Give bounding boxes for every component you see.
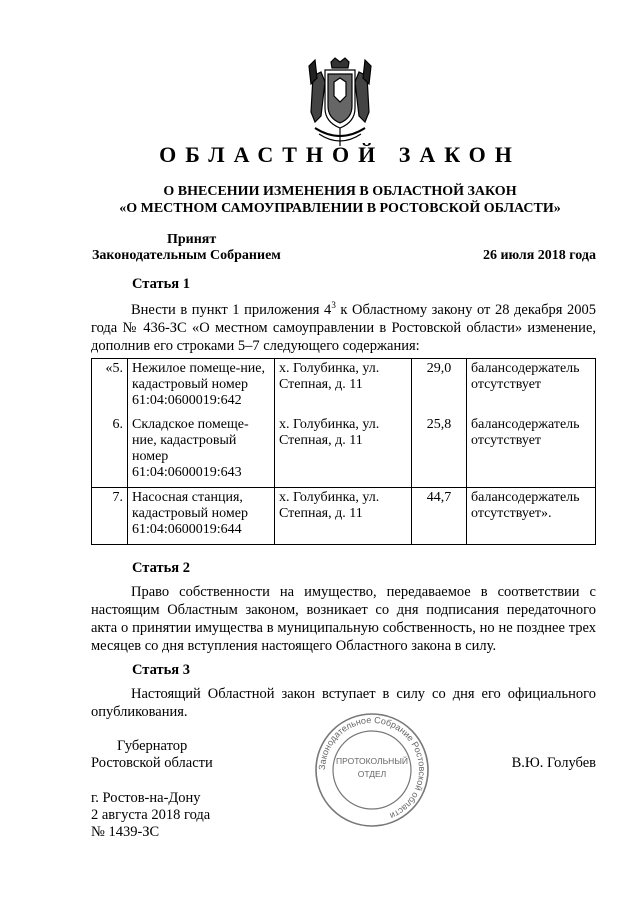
- official-stamp: [312, 710, 432, 830]
- stamp-outer-text: Законодательное Собрание Ростовской области: [316, 714, 428, 822]
- table-row: [92, 415, 596, 488]
- accepted-label: Принят: [167, 232, 217, 247]
- balance-holder: балансодержатель отсутствует: [467, 415, 596, 488]
- row-number: 7.: [92, 488, 128, 545]
- property-area: 44,7: [412, 488, 467, 545]
- property-address: х. Голубинка, ул. Степная, д. 11: [275, 488, 412, 545]
- signatory-position-line-1: Губернатор: [117, 738, 188, 754]
- city: г. Ростов-на-Дону: [91, 790, 201, 806]
- table-row: [92, 488, 596, 545]
- property-name: Нежилое помеще-ние, кадастровый номер 61:04:0600019:642: [128, 359, 275, 416]
- signatory-name: В.Ю. Голубев: [511, 755, 596, 771]
- property-address: х. Голубинка, ул. Степная, д. 11: [275, 359, 412, 416]
- signatory-position-line-2: Ростовской области: [91, 755, 213, 771]
- property-area: 25,8: [412, 415, 467, 488]
- property-name: Складское помеще-ние, кадастровый номер 61:04:0600019:643: [128, 415, 275, 488]
- signing-date: 2 августа 2018 года: [91, 807, 211, 823]
- balance-holder: балансодержатель отсутствует».: [467, 488, 596, 545]
- article-3-text: Настоящий Областной закон вступает в силу со дня его официального опубликования.: [91, 686, 596, 720]
- stamp-inner-line-2: ОТДЕЛ: [357, 769, 387, 779]
- stamp-inner-line-1: ПРОТОКОЛЬНЫЙ: [336, 756, 408, 766]
- law-title-line-2: «О МЕСТНОМ САМОУПРАВЛЕНИИ В РОСТОВСКОЙ ОБЛАСТИ»: [119, 201, 561, 216]
- article-2-text: Право собственности на имущество, передаваемое в соответствии с настоящим Областным законом, возникает со дня подписания передаточного акта о принятии имущества в муниципальную собственность, но не позднее трех месяцев со дня вступления настоящего Областного закона в силу.: [91, 584, 596, 654]
- row-number: 6.: [92, 415, 128, 488]
- article-1-text: Внести в пункт 1 приложения $4^3$ к Областному закону от 28 декабря 2005 года № 436-ЗС «О местном самоуправлении в Ростовской области» изменение, дополнив его строками 5–7 следующего содержания:: [91, 300, 596, 354]
- property-table: [91, 358, 596, 545]
- law-type-heading: ОБЛАСТНОЙ ЗАКОН: [159, 142, 521, 167]
- property-area: 29,0: [412, 359, 467, 416]
- property-address: х. Голубинка, ул. Степная, д. 11: [275, 415, 412, 488]
- law-number: № 1439-ЗС: [91, 824, 160, 840]
- row-number: «5.: [92, 359, 128, 416]
- article-3-heading: Статья 3: [132, 662, 190, 678]
- property-name: Насосная станция, кадастровый номер 61:04:0600019:644: [128, 488, 275, 545]
- adoption-date: 26 июля 2018 года: [482, 248, 596, 263]
- article-2-heading: Статья 2: [132, 560, 190, 576]
- table-row: [92, 359, 596, 416]
- coat-of-arms-icon: [301, 56, 379, 150]
- balance-holder: балансодержатель отсутствует: [467, 359, 596, 416]
- superscript-number: 3: [331, 300, 336, 310]
- article-1-heading: Статья 1: [132, 276, 190, 292]
- law-title-line-1: О ВНЕСЕНИИ ИЗМЕНЕНИЯ В ОБЛАСТНОЙ ЗАКОН: [163, 184, 517, 199]
- accepting-body: Законодательным Собранием: [92, 248, 281, 263]
- law-title: [0, 183, 640, 217]
